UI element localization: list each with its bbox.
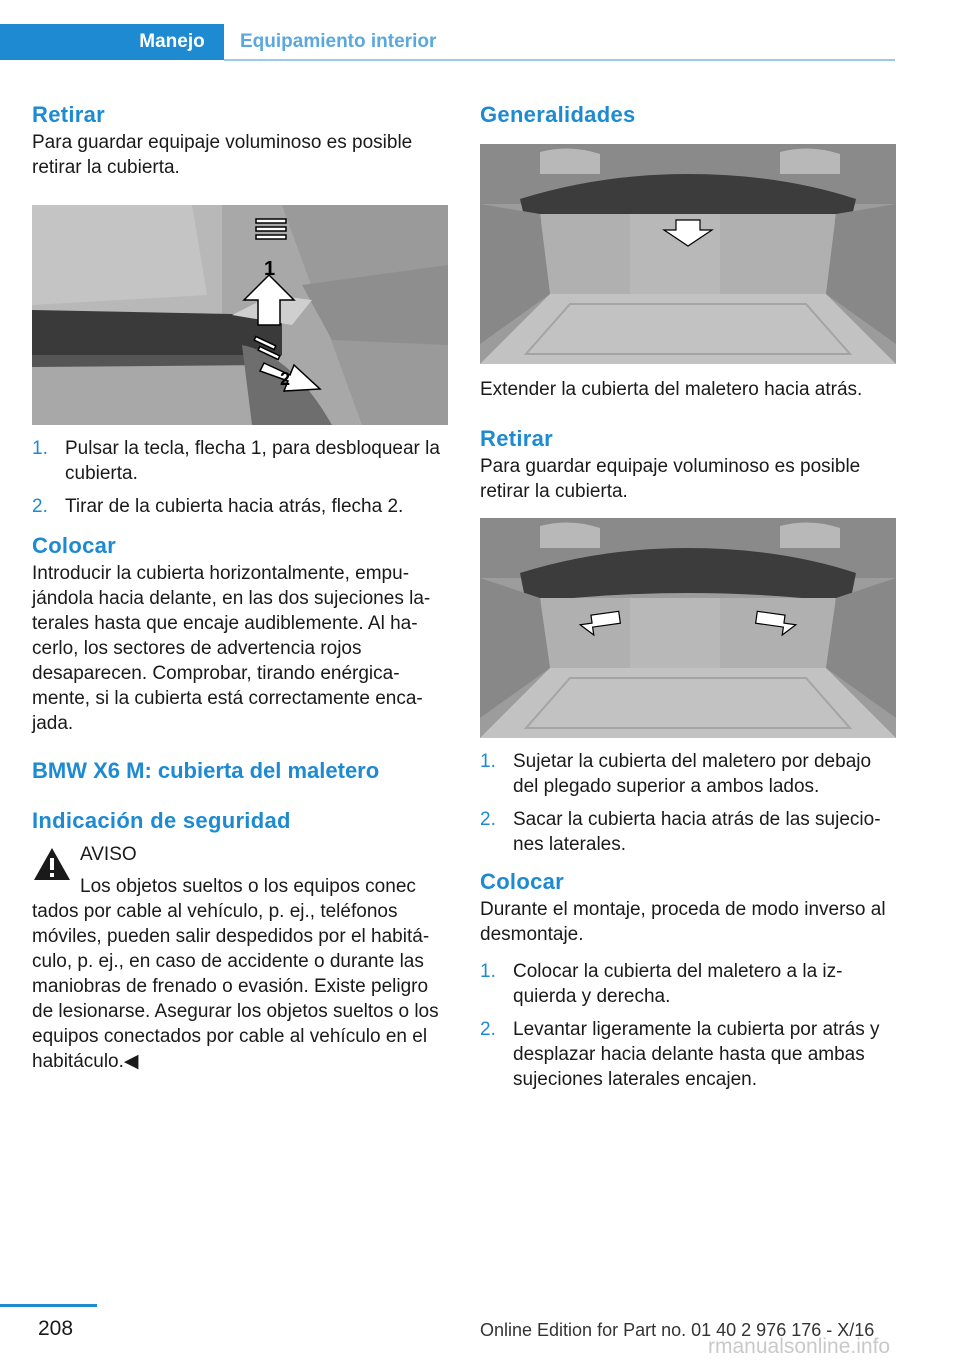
tab-manejo[interactable]: Manejo [120, 24, 224, 60]
list-item [480, 1017, 896, 1092]
list-item [32, 494, 448, 519]
tab-equipamiento-interior[interactable]: Equipamiento interior [240, 31, 437, 52]
step-text: Levantar ligeramente la cubierta por atrás y desplazar hacia delante hasta que ambas sujeciones laterales encajen. [513, 1019, 880, 1090]
list-item [480, 807, 896, 857]
colocar-heading-right: Colocar [480, 869, 565, 894]
warning-first-line: Los objetos sueltos o los equipos conec [80, 876, 416, 897]
colocar-text-right: Durante el montaje, proceda de modo inverso al desmontaje. [480, 899, 886, 945]
retirar-heading-right: Retirar [480, 426, 554, 451]
list-item [480, 749, 896, 799]
colocar-text: Introducir la cubierta horizontalmente, empujándola hacia delante, en las dos sujeciones laterales hasta que encaje audiblemente. Al hacerlo, los sectores de advertencia rojos desaparecen. Comprobar, tirando enérgicamente, si la cubierta está correctamente encajada. [32, 563, 431, 734]
step-text: Sacar la cubierta hacia atrás de las sujeciones laterales. [513, 809, 881, 855]
watermark: rmanualsonline.info [708, 1335, 891, 1358]
step-number: 2. [480, 809, 496, 830]
step-text: Sujetar la cubierta del maletero por debajo del plegado superior a ambos lados. [513, 751, 872, 797]
arrow-2-label: 2 [280, 369, 291, 389]
list-item [32, 436, 448, 486]
page-number: 208 [38, 1317, 74, 1340]
warning-title: AVISO [80, 844, 137, 865]
install-steps-list [480, 959, 896, 1092]
warning-block [32, 842, 448, 1074]
step-text: Pulsar la tecla, flecha 1, para desbloquear la cubierta. [65, 438, 440, 484]
trunk-cover-extend-illustration [480, 144, 896, 364]
warning-text: tados por cable al vehículo, p. ej., teléfonos móviles, pueden salir despedidos por el habitáculo, p. ej., en caso de accidente o durante las maniobras de frenado o evasión. Existe peligro de lesionarse. Asegurar los objetos sueltos o los equipos conectados por cable al vehículo en el habitáculo.◀ [32, 901, 439, 1072]
step-text: Tirar de la cubierta hacia atrás, flecha 2. [65, 496, 404, 517]
header-accent-bar [0, 24, 120, 60]
section-heading: BMW X6 M: cubierta del maletero [32, 758, 380, 783]
step-number: 2. [480, 1019, 496, 1040]
generalidades-heading: Generalidades [480, 102, 636, 127]
warning-triangle-icon [32, 846, 72, 882]
trunk-cover-remove-illustration [480, 518, 896, 738]
header-rule [224, 59, 895, 61]
retirar-heading: Retirar [32, 102, 106, 127]
step-number: 2. [32, 496, 48, 517]
retirar-text-right: Para guardar equipaje voluminoso es posible retirar la cubierta. [480, 456, 861, 502]
step-number: 1. [480, 751, 496, 772]
step-number: 1. [32, 438, 48, 459]
footer-rule [0, 1304, 97, 1307]
safety-heading: Indicación de seguridad [32, 808, 291, 833]
step-number: 1. [480, 961, 496, 982]
arrow-1-label: 1 [264, 258, 276, 280]
edition-text: Online Edition for Part no. 01 40 2 976 176 - X/16 [480, 1320, 875, 1340]
step-text: Colocar la cubierta del maletero a la izquierda y derecha. [513, 961, 843, 1007]
list-item [480, 959, 896, 1009]
cover-release-illustration [32, 205, 448, 425]
release-steps-list [32, 436, 448, 519]
remove-steps-list [480, 749, 896, 857]
figure-caption: Extender la cubierta del maletero hacia atrás. [480, 379, 863, 400]
page-header [0, 24, 960, 64]
colocar-heading: Colocar [32, 533, 117, 558]
left-column [32, 100, 448, 1074]
retirar-text: Para guardar equipaje voluminoso es posible retirar la cubierta. [32, 132, 413, 178]
right-column [480, 100, 896, 1100]
